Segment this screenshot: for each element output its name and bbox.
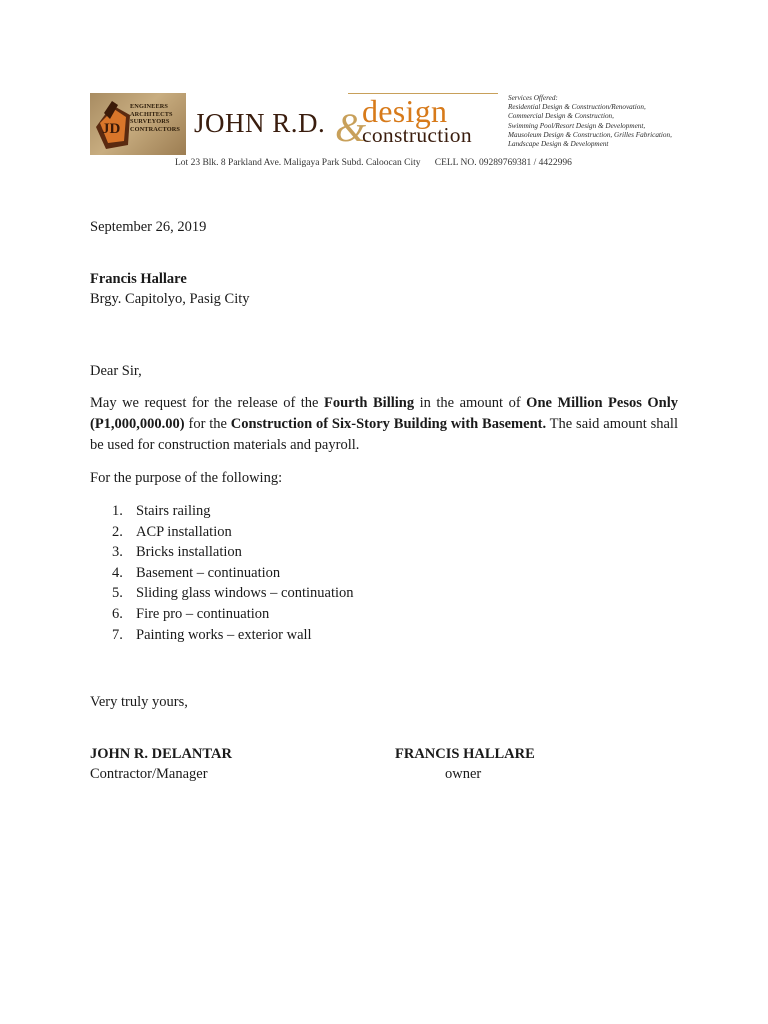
purpose-intro: For the purpose of the following: — [90, 470, 283, 486]
list-item: 6. Fire pro – continuation — [112, 605, 270, 622]
recipient-address: Brgy. Capitolyo, Pasig City — [90, 291, 250, 307]
salutation: Dear Sir, — [90, 363, 142, 379]
list-item: 4. Basement – continuation — [112, 564, 281, 581]
recipient-name: Francis Hallare — [90, 271, 187, 287]
company-address: Lot 23 Blk. 8 Parkland Ave. Maligaya Park Subd. Caloocan City — [175, 158, 421, 168]
signer-2-name: FRANCIS HALLARE — [395, 746, 535, 762]
list-item: 3. Bricks installation — [112, 544, 242, 561]
list-item: 2. ACP installation — [112, 523, 232, 540]
list-item: 7. Painting works – exterior wall — [112, 626, 312, 643]
logo-caption: ENGINEERS ARCHITECTS SURVEYORS CONTRACTORS — [130, 103, 180, 133]
services-list — [508, 94, 698, 149]
service-item: Mausoleum Design & Construction, Grilles Fabrication, — [508, 130, 672, 139]
billing-amount: One Million Pesos Only (P1,000,000.00) — [90, 395, 679, 432]
signer-2-title: owner — [445, 766, 482, 782]
project-name: Construction of Six-Story Building with Basement. — [230, 416, 547, 432]
billing-label: Fourth Billing — [324, 395, 415, 411]
company-phone: CELL NO. 09289769381 / 4422996 — [434, 158, 572, 168]
brand-ampersand: & — [335, 105, 367, 150]
closing-line: Very truly yours, — [90, 694, 188, 710]
letter-date: September 26, 2019 — [90, 219, 207, 235]
company-name: JOHN R.D. — [194, 108, 326, 138]
list-item: 1. Stairs railing — [112, 503, 211, 519]
list-item: 5. Sliding glass windows – continuation — [112, 585, 354, 602]
service-item: Commercial Design & Construction, — [508, 112, 614, 121]
signer-1-name: JOHN R. DELANTAR — [90, 746, 232, 762]
brand-design-word: design — [362, 93, 448, 129]
company-address-line — [175, 158, 572, 168]
brand-construction-word: construction — [362, 123, 472, 147]
service-item: Swimming Pool/Resort Design & Development, — [508, 121, 646, 130]
signer-1-title: Contractor/Manager — [90, 766, 208, 782]
company-logo — [90, 93, 186, 155]
svg-text:JD: JD — [102, 121, 121, 137]
work-items-list — [112, 501, 354, 645]
service-item: Residential Design & Construction/Renovation, — [508, 103, 646, 112]
request-paragraph: May we request for the release of the Fourth Billing in the amount of One Million Pesos Only (P1,000,000.00) for the Construction of Six-Story Building with Basement. The said amount shall be used for construction materials and payroll. — [90, 395, 679, 453]
services-title: Services Offered: — [508, 94, 558, 102]
service-item: Landscape Design & Development — [508, 140, 609, 149]
